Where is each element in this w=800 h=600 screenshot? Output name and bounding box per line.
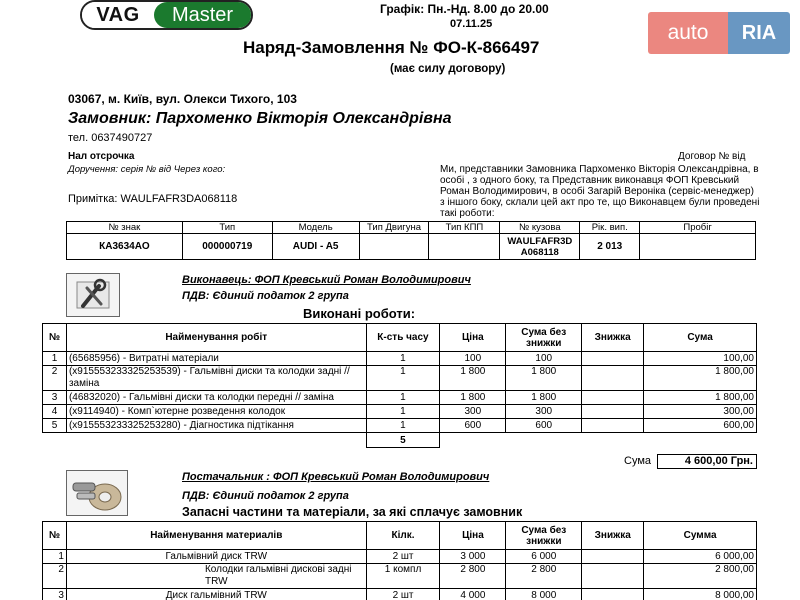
vag-master-logo bbox=[80, 0, 253, 30]
works-title: Виконані роботи: bbox=[303, 306, 416, 321]
vehicle-model: AUDI - A5 bbox=[272, 234, 359, 260]
work-sum: 1 800,00 bbox=[644, 366, 757, 391]
works-sum-label: Сума bbox=[624, 455, 652, 467]
vehicle-header-cell: Модель bbox=[272, 222, 359, 234]
vehicle-type: 000000719 bbox=[182, 234, 272, 260]
work-sum-before-discount: 100 bbox=[506, 352, 582, 366]
works-total-hours-row bbox=[43, 433, 757, 448]
work-sum: 600,00 bbox=[644, 419, 757, 433]
parts-header-cell: Ціна bbox=[440, 522, 506, 550]
table-row bbox=[43, 550, 757, 564]
work-name: (х9114940) - Комп`ютерне розведення колодок bbox=[66, 405, 366, 419]
works-header-cell: Знижка bbox=[582, 324, 644, 352]
work-name: (х915553233325253280) - Діагностика підтікання bbox=[66, 419, 366, 433]
row-number: 2 bbox=[43, 564, 67, 589]
watermark-left-text: auto bbox=[648, 12, 728, 54]
parts-table bbox=[42, 521, 757, 600]
parts-header-cell: № bbox=[43, 522, 67, 550]
works-sum-value: 4 600,00 Грн. bbox=[657, 454, 757, 469]
part-sum: 8 000,00 bbox=[644, 589, 757, 600]
part-discount bbox=[582, 589, 644, 600]
row-number: 1 bbox=[43, 550, 67, 564]
part-sum-before-discount: 6 000 bbox=[506, 550, 582, 564]
work-hours: 1 bbox=[366, 391, 440, 405]
part-discount bbox=[582, 564, 644, 589]
work-sum-before-discount: 600 bbox=[506, 419, 582, 433]
vehicle-header-cell: Тип Двигуна bbox=[359, 222, 429, 234]
vehicle-header-cell: Рік. вип. bbox=[580, 222, 640, 234]
logo-left-text: VAG bbox=[82, 2, 154, 28]
works-header-cell: Ціна bbox=[440, 324, 506, 352]
vehicle-header-cell: Тип КПП bbox=[429, 222, 500, 234]
customer-name: Замовник: Пархоменко Вікторія Олександрівна bbox=[68, 110, 452, 127]
work-price: 600 bbox=[440, 419, 506, 433]
gearbox-type bbox=[429, 234, 500, 260]
works-table bbox=[42, 323, 757, 448]
work-discount bbox=[582, 405, 644, 419]
vehicle-header-cell: Пробіг bbox=[640, 222, 756, 234]
vehicle-table bbox=[66, 221, 756, 260]
watermark-right-text: RIA bbox=[728, 12, 790, 54]
works-header-row bbox=[43, 324, 757, 352]
parts-header-cell: Найменування материалів bbox=[66, 522, 366, 550]
part-price: 3 000 bbox=[440, 550, 506, 564]
schedule-text: Графік: Пн.-Нд. 8.00 до 20.00 bbox=[380, 2, 549, 16]
work-price: 1 800 bbox=[440, 366, 506, 391]
part-discount bbox=[582, 550, 644, 564]
table-row bbox=[43, 366, 757, 391]
order-title: Наряд-Замовлення № ФО-К-866497 bbox=[243, 38, 540, 57]
work-hours: 1 bbox=[366, 419, 440, 433]
vat-line-parts: ПДВ: Єдиний податок 2 група bbox=[182, 490, 349, 502]
mileage bbox=[640, 234, 756, 260]
row-number: 4 bbox=[43, 405, 67, 419]
part-name: Колодки гальмівні дискові задні TRW bbox=[66, 564, 366, 589]
work-price: 1 800 bbox=[440, 391, 506, 405]
brake-parts-icon bbox=[66, 470, 128, 516]
table-row bbox=[43, 391, 757, 405]
row-number: 5 bbox=[43, 419, 67, 433]
table-row bbox=[43, 589, 757, 600]
work-price: 300 bbox=[440, 405, 506, 419]
part-sum: 2 800,00 bbox=[644, 564, 757, 589]
parts-title: Запасні частини та матеріали, за які сплачує замовник bbox=[182, 505, 523, 519]
table-row bbox=[43, 419, 757, 433]
part-sum-before-discount: 2 800 bbox=[506, 564, 582, 589]
work-discount bbox=[582, 391, 644, 405]
vehicle-value-row bbox=[67, 234, 756, 260]
delegation-line: Доручення: серія № від Через кого: bbox=[68, 164, 226, 175]
work-sum-before-discount: 300 bbox=[506, 405, 582, 419]
executor-line: Виконавець: ФОП Кревський Роман Володимирович bbox=[182, 274, 471, 286]
work-name: (х915553233325253539) - Гальмівні диски та колодки задні // заміна bbox=[66, 366, 366, 391]
year-of-manufacture: 2 013 bbox=[580, 234, 640, 260]
row-number: 3 bbox=[43, 391, 67, 405]
total-hours: 5 bbox=[366, 433, 440, 448]
work-name: (46832020) - Гальмівні диски та колодки передні // заміна bbox=[66, 391, 366, 405]
supplier-line: Постачальник : ФОП Кревський Роман Володимирович bbox=[182, 471, 490, 483]
work-discount bbox=[582, 366, 644, 391]
work-hours: 1 bbox=[366, 405, 440, 419]
part-sum-before-discount: 8 000 bbox=[506, 589, 582, 600]
table-row bbox=[43, 405, 757, 419]
body-number: WAULFAFR3D A068118 bbox=[500, 234, 580, 260]
part-qty: 2 шт bbox=[366, 550, 440, 564]
customer-phone: тел. 0637490727 bbox=[68, 132, 153, 144]
part-name: Гальмівний диск TRW bbox=[66, 550, 366, 564]
work-hours: 1 bbox=[366, 366, 440, 391]
table-row bbox=[43, 564, 757, 589]
work-sum-before-discount: 1 800 bbox=[506, 366, 582, 391]
note-vin: Примітка: WAULFAFR3DA068118 bbox=[68, 193, 238, 205]
vehicle-header-row bbox=[67, 222, 756, 234]
work-name: (65685956) - Витратні матеріали bbox=[66, 352, 366, 366]
work-discount bbox=[582, 419, 644, 433]
row-number: 3 bbox=[43, 589, 67, 600]
plate-number: КА3634АО bbox=[67, 234, 183, 260]
engine-type bbox=[359, 234, 429, 260]
row-number: 1 bbox=[43, 352, 67, 366]
part-name: Диск гальмівний TRW bbox=[66, 589, 366, 600]
part-qty: 1 компл bbox=[366, 564, 440, 589]
works-header-cell: К-сть часу bbox=[366, 324, 440, 352]
order-subtitle: (має силу договору) bbox=[390, 63, 506, 75]
work-discount bbox=[582, 352, 644, 366]
part-price: 4 000 bbox=[440, 589, 506, 600]
vehicle-header-cell: Тип bbox=[182, 222, 272, 234]
work-sum: 300,00 bbox=[644, 405, 757, 419]
works-header-cell: Сума без знижки bbox=[506, 324, 582, 352]
vehicle-header-cell: № знак bbox=[67, 222, 183, 234]
logo-right-text: Master bbox=[154, 2, 251, 28]
part-price: 2 800 bbox=[440, 564, 506, 589]
parts-header-row bbox=[43, 522, 757, 550]
contract-number: Договор № від bbox=[678, 151, 746, 162]
works-header-cell: Сума bbox=[644, 324, 757, 352]
wrench-icon bbox=[66, 273, 120, 317]
work-sum: 100,00 bbox=[644, 352, 757, 366]
document-date: 07.11.25 bbox=[450, 18, 493, 30]
works-header-cell: Найменування робіт bbox=[66, 324, 366, 352]
service-address: 03067, м. Київ, вул. Олекси Тихого, 103 bbox=[68, 92, 297, 106]
work-price: 100 bbox=[440, 352, 506, 366]
parts-header-cell: Знижка bbox=[582, 522, 644, 550]
payment-deferral-label: Нал отсрочка bbox=[68, 151, 135, 162]
work-sum-before-discount: 1 800 bbox=[506, 391, 582, 405]
part-sum: 6 000,00 bbox=[644, 550, 757, 564]
autoria-watermark bbox=[648, 12, 790, 54]
work-hours: 1 bbox=[366, 352, 440, 366]
row-number: 2 bbox=[43, 366, 67, 391]
table-row bbox=[43, 352, 757, 366]
vehicle-header-cell: № кузова bbox=[500, 222, 580, 234]
works-header-cell: № bbox=[43, 324, 67, 352]
vat-line: ПДВ: Єдиний податок 2 група bbox=[182, 290, 349, 302]
work-sum: 1 800,00 bbox=[644, 391, 757, 405]
parts-header-cell: Сума без знижки bbox=[506, 522, 582, 550]
part-qty: 2 шт bbox=[366, 589, 440, 600]
parts-header-cell: Кілк. bbox=[366, 522, 440, 550]
parts-header-cell: Сумма bbox=[644, 522, 757, 550]
agreement-text: Ми, представники Замовника Пархоменко Вікторія Олександрівна, в особі , з одного боку, та Представник виконавця ФОП Кревський Роман Володимирович, в особі Загарій Вероніка (сервіс-менеджер) з іншого боку, склали цей акт про те, що Виконавцем були проведені такі роботи: bbox=[440, 164, 760, 219]
